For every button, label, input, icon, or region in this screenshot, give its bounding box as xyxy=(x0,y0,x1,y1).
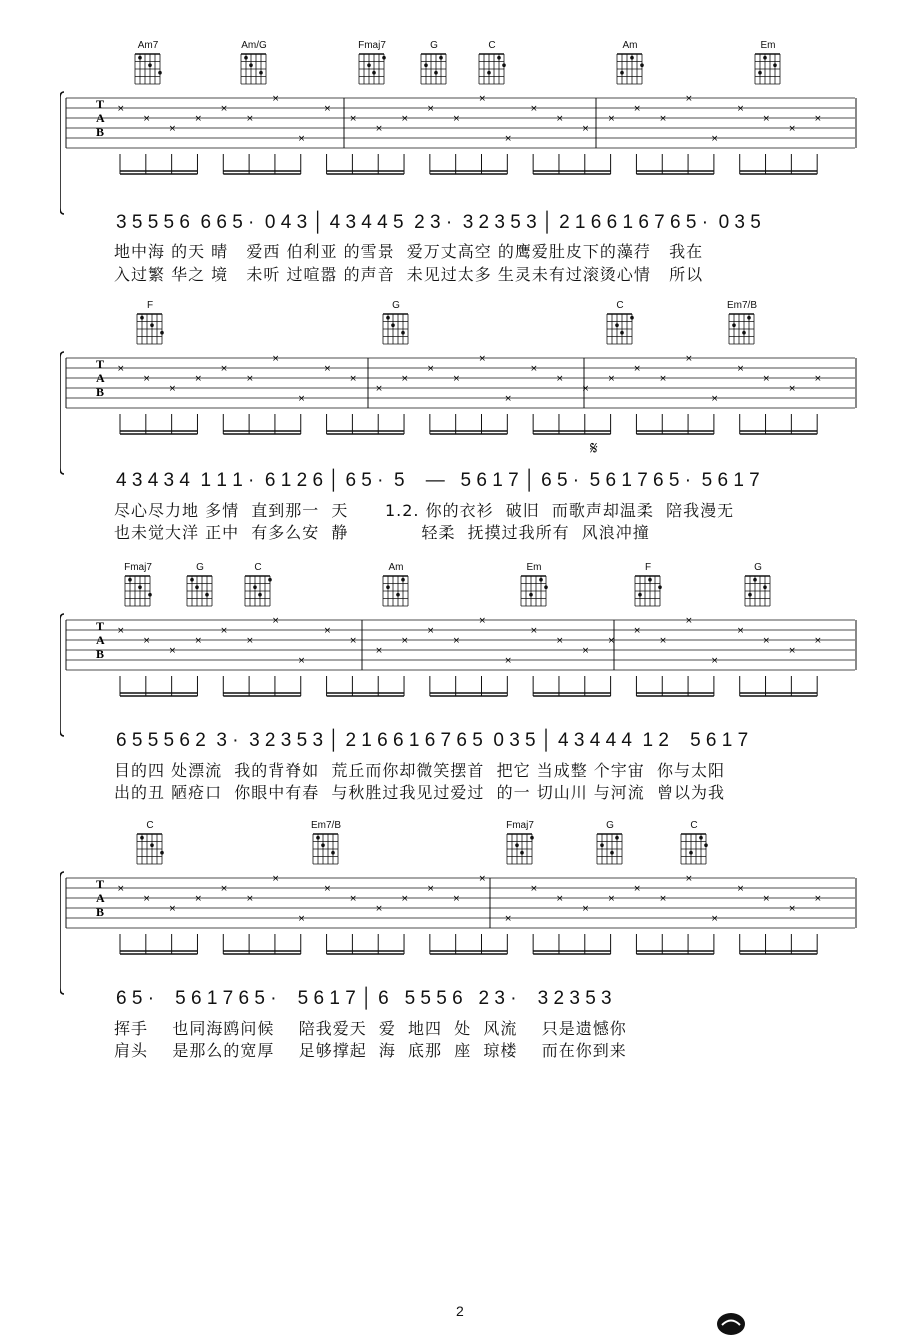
chord-name: G xyxy=(606,820,614,831)
tab-hit-mark: × xyxy=(814,636,822,646)
tab-hit-mark: × xyxy=(710,914,719,924)
chord-name: Am xyxy=(622,40,638,51)
tab-hit-mark: × xyxy=(504,914,512,924)
tab-clef-letter: T xyxy=(96,97,105,111)
tab-hit-mark: × xyxy=(710,394,719,404)
chord-diagram xyxy=(234,40,274,96)
chord-name: C xyxy=(254,562,262,573)
chord-grid-icon xyxy=(679,832,709,866)
tab-hit-mark: × xyxy=(349,114,357,124)
chord-name: C xyxy=(690,820,698,831)
tab-hit-mark: × xyxy=(607,374,616,384)
tab-hit-mark: × xyxy=(607,636,616,646)
tab-hit-mark: × xyxy=(762,636,771,646)
tab-hit-mark: × xyxy=(478,616,487,626)
chord-diagram xyxy=(472,40,512,96)
chord-diagram xyxy=(628,562,668,618)
tab-hit-mark: × xyxy=(401,894,409,904)
tab-hit-mark: × xyxy=(530,364,538,374)
tab-hit-mark: × xyxy=(246,374,254,384)
lyrics-verse-2: 肩头 是那么的宽厚 足够撑起 海 底那 座 琼楼 而在你到来 xyxy=(114,1041,627,1060)
tab-hit-mark: × xyxy=(142,114,151,124)
tab-hit-mark: × xyxy=(452,114,461,124)
tab-hit-mark: × xyxy=(478,874,487,884)
tab-hit-mark: × xyxy=(788,124,796,134)
tab-hit-mark: × xyxy=(349,374,357,384)
tab-hit-mark: × xyxy=(685,874,693,884)
tab-hit-mark: × xyxy=(478,354,487,364)
chord-diagram xyxy=(352,40,392,96)
chord-grid-icon xyxy=(357,52,387,86)
tab-hit-mark: × xyxy=(349,894,357,904)
lyrics-verse-1: 地中海 的天 晴 爱西 伯利亚 的雪景 爱万丈高空 的鹰爱肚皮下的藻荇 我在 xyxy=(114,242,704,261)
lyrics-verse-1: 目的四 处漂流 我的背脊如 荒丘而你却微笑摆首 把它 当成整 个宇宙 你与太阳 xyxy=(114,761,725,780)
tab-hit-mark: × xyxy=(633,884,641,894)
tab-clef-letter: B xyxy=(96,905,105,919)
tab-hit-mark: × xyxy=(555,114,564,124)
chord-grid-icon xyxy=(615,52,645,86)
chord-name: G xyxy=(392,300,400,311)
tab-hit-mark: × xyxy=(117,364,125,374)
tab-clef-letter: A xyxy=(96,633,105,647)
chord-grid-icon xyxy=(743,574,773,608)
chord-grid-icon xyxy=(239,52,269,86)
tab-hit-mark: × xyxy=(814,894,822,904)
chord-name: Em7/B xyxy=(726,300,757,311)
chord-grid-icon xyxy=(753,52,783,86)
chord-name: Am xyxy=(388,562,404,573)
numbered-notation: 4 3 4 3 4 1 1 1 · 6 1 2 6 │ 6 5 · 5 — 5 6 1 7 │ 6 5 · 5 6 1 7 6 5 · 5 6 1 7 xyxy=(116,470,760,491)
tab-hit-mark: × xyxy=(401,114,409,124)
tab-hit-mark: × xyxy=(659,636,667,646)
tab-hit-mark: × xyxy=(530,626,538,636)
tab-staff xyxy=(60,612,860,742)
tab-hit-mark: × xyxy=(710,134,719,144)
tab-hit-mark: × xyxy=(401,374,409,384)
lyrics-verse-2: 也未觉大洋 正中 有多么安 静 轻柔 抚摸过我所有 风浪冲撞 xyxy=(114,523,650,542)
tab-hit-mark: × xyxy=(297,134,306,144)
chord-grid-icon xyxy=(123,574,153,608)
tab-hit-mark: × xyxy=(814,114,822,124)
tab-hit-mark: × xyxy=(736,884,745,894)
tab-hit-mark: × xyxy=(736,626,745,636)
tab-clef-letter: A xyxy=(96,111,105,125)
tab-clef-letter: T xyxy=(96,357,105,371)
tab-hit-mark: × xyxy=(814,374,822,384)
tab-hit-mark: × xyxy=(194,894,203,904)
chord-name: Am/G xyxy=(241,40,267,51)
score-system-2 xyxy=(0,300,920,540)
tab-hit-mark: × xyxy=(504,134,512,144)
chord-name: G xyxy=(196,562,204,573)
tab-hit-mark: × xyxy=(168,124,177,134)
chord-diagram xyxy=(590,820,630,876)
chord-diagram xyxy=(514,562,554,618)
tab-clef-letter: B xyxy=(96,385,105,399)
chord-diagram xyxy=(306,820,346,876)
tab-hit-mark: × xyxy=(633,364,641,374)
tab-hit-mark: × xyxy=(452,894,461,904)
publisher-logo-icon xyxy=(716,1312,746,1336)
tab-hit-mark: × xyxy=(142,374,151,384)
tab-hit-mark: × xyxy=(555,894,564,904)
chord-grid-icon xyxy=(505,832,535,866)
tab-hit-mark: × xyxy=(607,114,616,124)
tab-hit-mark: × xyxy=(375,646,383,656)
tab-hit-mark: × xyxy=(375,384,383,394)
chord-grid-icon xyxy=(381,312,411,346)
chord-name: C xyxy=(488,40,496,51)
tab-hit-mark: × xyxy=(323,884,332,894)
tab-hit-mark: × xyxy=(297,914,306,924)
tab-hit-mark: × xyxy=(194,636,203,646)
tab-hit-mark: × xyxy=(220,626,228,636)
chord-grid-icon xyxy=(605,312,635,346)
tab-hit-mark: × xyxy=(504,394,512,404)
tab-hit-mark: × xyxy=(607,894,616,904)
tab-hit-mark: × xyxy=(220,884,228,894)
tab-hit-mark: × xyxy=(788,904,796,914)
chord-name: Em xyxy=(526,562,542,573)
system-brace xyxy=(60,614,64,736)
tab-hit-mark: × xyxy=(710,656,719,666)
tab-hit-mark: × xyxy=(168,904,177,914)
tab-hit-mark: × xyxy=(220,364,228,374)
tab-hit-mark: × xyxy=(194,114,203,124)
tab-hit-mark: × xyxy=(323,364,332,374)
tab-hit-mark: × xyxy=(117,884,125,894)
tab-hit-mark: × xyxy=(736,104,745,114)
tab-hit-mark: × xyxy=(246,894,254,904)
tab-hit-mark: × xyxy=(581,904,590,914)
tab-hit-mark: × xyxy=(349,636,357,646)
chord-diagram xyxy=(748,40,788,96)
tab-hit-mark: × xyxy=(246,636,254,646)
tab-hit-mark: × xyxy=(194,374,203,384)
chord-diagram xyxy=(414,40,454,96)
tab-staff xyxy=(60,870,860,1000)
tab-hit-mark: × xyxy=(504,656,512,666)
chord-diagram xyxy=(238,562,278,618)
chord-grid-icon xyxy=(519,574,549,608)
tab-hit-mark: × xyxy=(426,104,435,114)
score-system-1 xyxy=(0,40,920,284)
chord-grid-icon xyxy=(595,832,625,866)
chord-grid-icon xyxy=(477,52,507,86)
chord-name: Fmaj7 xyxy=(506,820,534,831)
tab-hit-mark: × xyxy=(323,626,332,636)
lyrics-verse-1: 挥手 也同海鸥问候 陪我爱天 爱 地四 处 风流 只是遗憾你 xyxy=(114,1019,627,1038)
tab-hit-mark: × xyxy=(142,894,151,904)
tab-hit-mark: × xyxy=(633,626,641,636)
chord-name: F xyxy=(644,562,652,573)
tab-hit-mark: × xyxy=(117,104,125,114)
chord-diagram xyxy=(130,300,170,356)
tab-hit-mark: × xyxy=(530,104,538,114)
tab-hit-mark: × xyxy=(426,884,435,894)
tab-hit-mark: × xyxy=(762,374,771,384)
tab-hit-mark: × xyxy=(297,394,306,404)
tab-hit-mark: × xyxy=(323,104,332,114)
chord-name: Fmaj7 xyxy=(358,40,386,51)
tab-hit-mark: × xyxy=(788,384,796,394)
chord-grid-icon xyxy=(185,574,215,608)
numbered-notation: 6 5 · 5 6 1 7 6 5 · 5 6 1 7 │ 6 5 5 5 6 2 3 · 3 2 3 5 3 xyxy=(116,988,612,1009)
chord-diagram xyxy=(180,562,220,618)
tab-hit-mark: × xyxy=(530,884,538,894)
tab-hit-mark: × xyxy=(168,646,177,656)
tab-hit-mark: × xyxy=(271,354,280,364)
tab-staff xyxy=(60,90,860,220)
chord-diagram xyxy=(130,820,170,876)
score-system-3 xyxy=(0,562,920,802)
tab-hit-mark: × xyxy=(659,374,667,384)
tab-hit-mark: × xyxy=(142,636,151,646)
system-brace xyxy=(60,872,64,994)
chord-grid-icon xyxy=(243,574,273,608)
tab-clef-letter: B xyxy=(96,125,105,139)
chord-name: F xyxy=(146,300,154,311)
tab-clef-letter: B xyxy=(96,647,105,661)
system-brace xyxy=(60,352,64,474)
chord-diagram xyxy=(722,300,762,356)
lyrics-verse-2: 出的丑 陋疮口 你眼中有春 与秋胜过我见过爱过 的一 切山川 与河流 曾以为我 xyxy=(114,783,725,802)
tab-hit-mark: × xyxy=(659,114,667,124)
tab-hit-mark: × xyxy=(271,874,280,884)
tab-hit-mark: × xyxy=(555,374,564,384)
tab-hit-mark: × xyxy=(297,656,306,666)
chord-grid-icon xyxy=(135,832,165,866)
score-system-4 xyxy=(0,820,920,1060)
tab-hit-mark: × xyxy=(401,636,409,646)
tab-hit-mark: × xyxy=(685,354,693,364)
tab-hit-mark: × xyxy=(633,104,641,114)
tab-hit-mark: × xyxy=(375,124,383,134)
chord-diagram xyxy=(610,40,650,96)
tab-hit-mark: × xyxy=(762,114,771,124)
chord-grid-icon xyxy=(419,52,449,86)
tab-hit-mark: × xyxy=(168,384,177,394)
chord-name: C xyxy=(146,820,154,831)
tab-hit-mark: × xyxy=(659,894,667,904)
tab-hit-mark: × xyxy=(271,94,280,104)
tab-hit-mark: × xyxy=(246,114,254,124)
numbered-notation: 6 5 5 5 6 2 3 · 3 2 3 5 3 │ 2 1 6 6 1 6 7 6 5 0 3 5 │ 4 3 4 4 4 1 2 5 6 1 7 xyxy=(116,730,749,751)
tab-hit-mark: × xyxy=(685,94,693,104)
tab-hit-mark: × xyxy=(685,616,693,626)
chord-name: Em7/B xyxy=(310,820,341,831)
chord-name: G xyxy=(754,562,762,573)
tab-hit-mark: × xyxy=(220,104,228,114)
tab-hit-mark: × xyxy=(478,94,487,104)
tab-staff xyxy=(60,350,860,480)
tab-hit-mark: × xyxy=(452,636,461,646)
tab-clef-letter: T xyxy=(96,877,105,891)
chord-diagram xyxy=(376,562,416,618)
tab-hit-mark: × xyxy=(117,626,125,636)
chord-grid-icon xyxy=(311,832,341,866)
chord-name: G xyxy=(430,40,438,51)
chord-grid-icon xyxy=(727,312,757,346)
chord-name: Em xyxy=(760,40,776,51)
chord-grid-icon xyxy=(381,574,411,608)
system-brace xyxy=(60,92,64,214)
tab-hit-mark: × xyxy=(581,124,590,134)
tab-clef-letter: A xyxy=(96,891,105,905)
tab-hit-mark: × xyxy=(426,626,435,636)
chord-name: Am7 xyxy=(137,40,159,51)
tab-hit-mark: × xyxy=(581,646,590,656)
tab-hit-mark: × xyxy=(271,616,280,626)
segno-marker: 𝄋 xyxy=(590,438,598,459)
chord-diagram xyxy=(128,40,168,96)
chord-grid-icon xyxy=(135,312,165,346)
numbered-notation: 3 5 5 5 6 6 6 5 · 0 4 3 │ 4 3 4 4 5 2 3 · 3 2 3 5 3 │ 2 1 6 6 1 6 7 6 5 · 0 3 5 xyxy=(116,212,761,233)
tab-hit-mark: × xyxy=(762,894,771,904)
chord-name: C xyxy=(616,300,624,311)
chord-diagram xyxy=(376,300,416,356)
tab-hit-mark: × xyxy=(581,384,590,394)
tab-clef-letter: T xyxy=(96,619,105,633)
chord-diagram xyxy=(500,820,540,876)
chord-grid-icon xyxy=(133,52,163,86)
tab-hit-mark: × xyxy=(375,904,383,914)
lyrics-verse-2: 入过繁 华之 境 未听 过喧嚣 的声音 未见过太多 生灵未有过滚烫心情 所以 xyxy=(114,265,704,284)
lyrics-verse-1: 尽心尽力地 多情 直到那一 天 1.2. 你的衣衫 破旧 而歌声却温柔 陪我漫无 xyxy=(114,501,735,520)
tab-hit-mark: × xyxy=(788,646,796,656)
tab-hit-mark: × xyxy=(452,374,461,384)
tab-hit-mark: × xyxy=(555,636,564,646)
chord-name: Fmaj7 xyxy=(124,562,152,573)
tab-hit-mark: × xyxy=(426,364,435,374)
chord-diagram xyxy=(674,820,714,876)
chord-diagram xyxy=(600,300,640,356)
chord-diagram xyxy=(738,562,778,618)
chord-grid-icon xyxy=(633,574,663,608)
tab-hit-mark: × xyxy=(736,364,745,374)
page-number: 2 xyxy=(456,1303,464,1319)
tab-clef-letter: A xyxy=(96,371,105,385)
chord-diagram xyxy=(118,562,158,618)
